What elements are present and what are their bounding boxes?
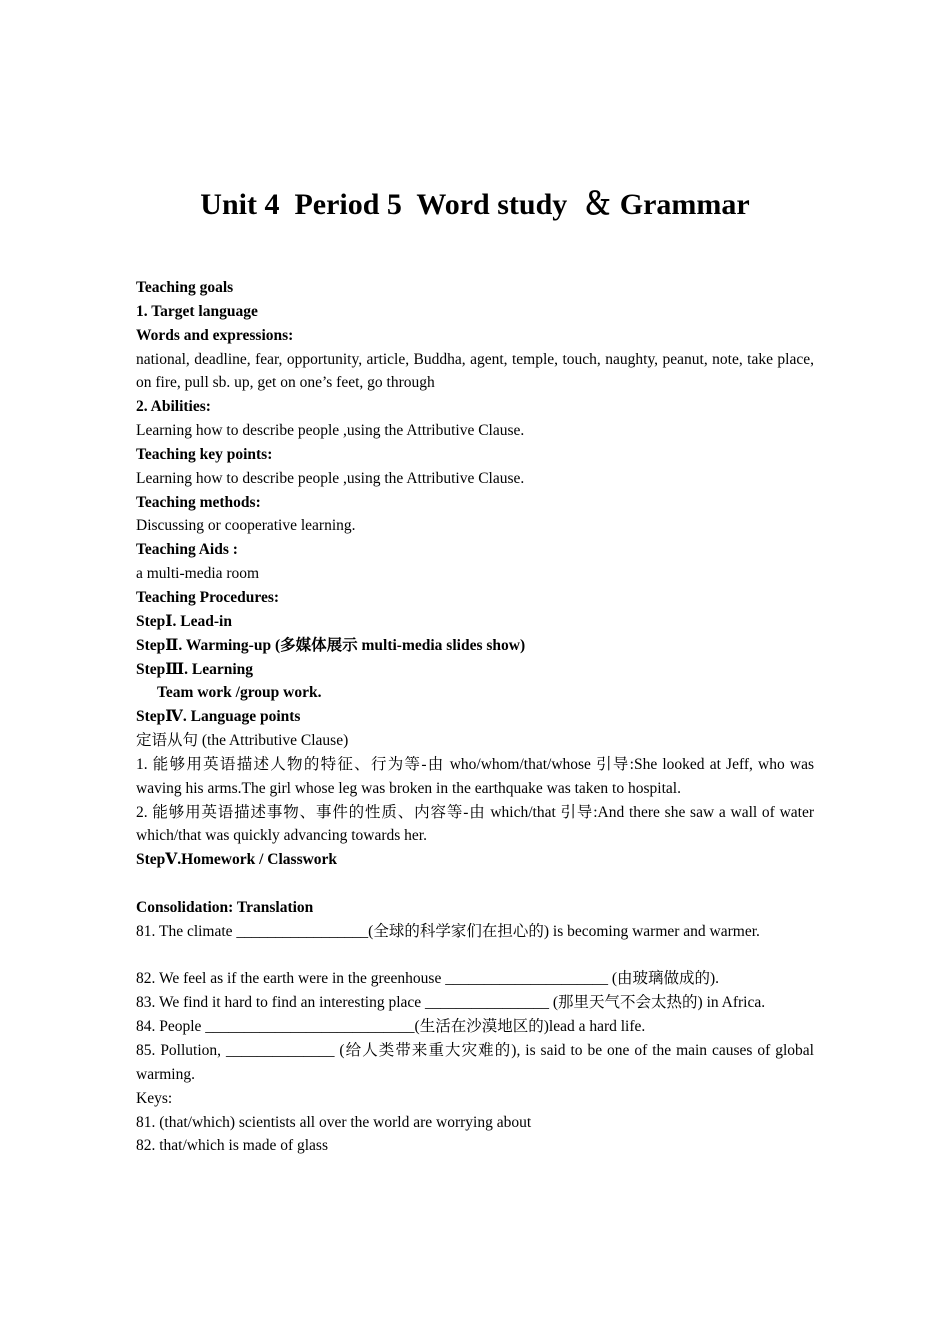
question-81: 81. The climate _________________(全球的科学家们在担心的) is becoming warmer and warmer. [136,922,760,940]
step-3-sub: Team work /group work. [157,684,322,702]
question-82: 82. We feel as if the earth were in the greenhouse _____________________ (由玻璃做成的). [136,970,720,988]
step-3: StepⅢ. Learning [136,660,254,678]
spacer [136,944,814,968]
aids-heading: Teaching Aids : [136,541,238,559]
abilities-heading: 2. Abilities: [136,398,211,416]
step-4: StepⅣ. Language points [136,708,301,726]
clause-point-2: 2. 能够用英语描述事物、事件的性质、内容等-由 which/that 引导:And there she saw a wall of water which/that was quickly advancing towards her. [136,803,814,845]
clause-title: 定语从句 (the Attributive Clause) [136,732,349,750]
question-85: 85. Pollution, ______________ (给人类带来重大灾难的), is said to be one of the main causes of global warming. [136,1042,814,1083]
teaching-goals-heading: Teaching goals [136,279,234,296]
question-83: 83. We find it hard to find an interesting place ________________ (那里天气不会太热的) in Africa. [136,994,766,1012]
spacer [136,872,814,896]
step-5: StepⅤ.Homework / Classwork [136,851,338,869]
methods-text: Discussing or cooperative learning. [136,517,356,535]
consolidation-heading: Consolidation: Translation [136,898,314,916]
step-1: StepⅠ. Lead-in [136,612,232,630]
document-body [136,276,814,1158]
key-82: 82. that/which is made of glass [136,1137,328,1155]
procedures-heading: Teaching Procedures: [136,588,280,606]
clause-point-1: 1. 能够用英语描述人物的特征、行为等-由 who/whom/that/whose 引导:She looked at Jeff, who was waving his arms.The girl whose leg was broken in the earthquake was taken to hospital. [136,755,814,797]
methods-heading: Teaching methods: [136,493,261,511]
words-heading: Words and expressions: [136,326,294,344]
step-2: StepⅡ. Warming-up (多媒体展示 multi-media slides show) [136,636,526,654]
target-language-heading: 1. Target language [136,302,258,320]
key-81: 81. (that/which) scientists all over the world are worrying about [136,1113,532,1131]
keys-heading: Keys: [136,1089,173,1107]
key-points-text: Learning how to describe people ,using the Attributive Clause. [136,469,525,487]
abilities-text: Learning how to describe people ,using the Attributive Clause. [136,422,525,440]
page-title: Unit 4 Period 5 Word study ＆ Grammar [200,188,750,221]
key-points-heading: Teaching key points: [136,445,273,463]
words-list: national, deadline, fear, opportunity, article, Buddha, agent, temple, touch, naughty, peanut, note, take place, on fire, pull sb. up, get on one’s feet, go through [136,350,814,392]
question-84: 84. People ___________________________(生活在沙漠地区的)lead a hard life. [136,1018,646,1036]
aids-text: a multi-media room [136,565,260,583]
